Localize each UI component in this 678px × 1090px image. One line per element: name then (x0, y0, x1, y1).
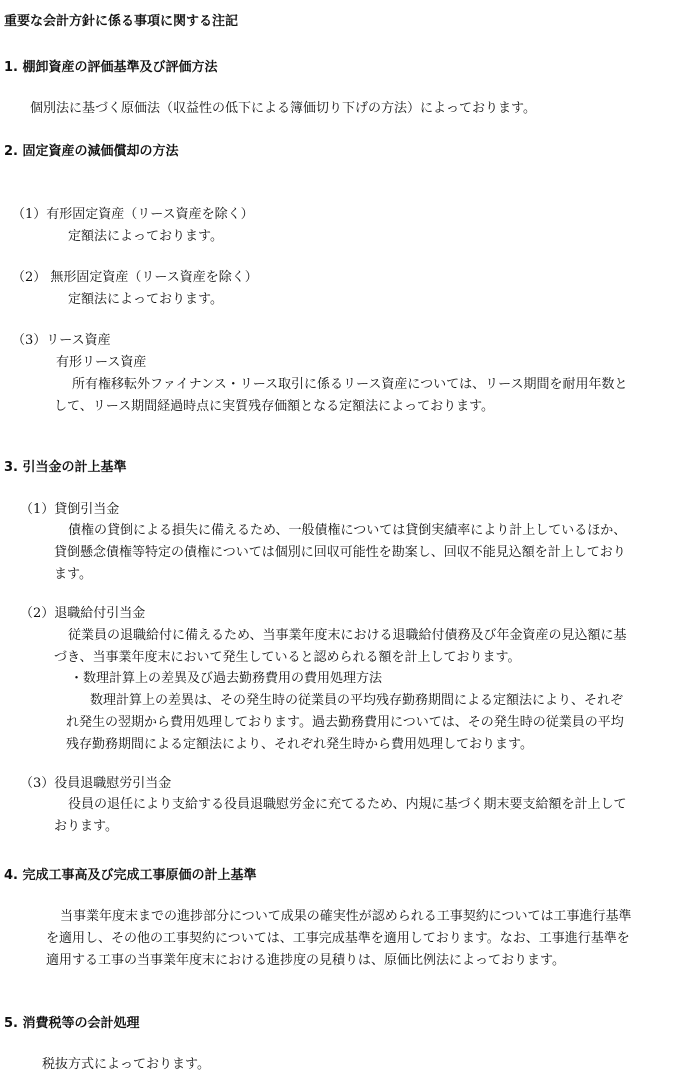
tangible-assets-body: 定額法によっております。 (68, 229, 223, 244)
intangible-assets-label: （2） 無形固定資産（リース資産を除く） (12, 270, 258, 285)
lease-assets-sublabel: 有形リース資産 (56, 355, 147, 370)
lease-assets-body: 所有権移転外ファイナンス・リース取引に係るリース資産については、リース期間を耐用年数として、リース期間経過時点に実質残存価額となる定額法によっております。 (54, 377, 628, 414)
section-4-body: 当事業年度末までの進捗部分について成果の確実性が認められる工事契約については工事進行基準を適用し、その他の工事契約については、工事完成基準を適用しております。なお、工事進行基準を適用する工事の当事業年度末における進捗度の見積りは、原価比例法によっております。 (46, 909, 632, 968)
section-1-body: 個別法に基づく原価法（収益性の低下による簿価切り下げの方法）によっております。 (30, 101, 536, 116)
section-5-heading: 5. 消費税等の会計処理 (4, 1016, 140, 1031)
tangible-assets-label: （1）有形固定資産（リース資産を除く） (12, 207, 254, 222)
officers-retirement-body: 役員の退任により支給する役員退職慰労金に充てるため、内規に基づく期末要支給額を計上しております。 (54, 797, 627, 834)
officers-retirement-label: （3）役員退職慰労引当金 (20, 776, 172, 791)
section-4-heading: 4. 完成工事高及び完成工事原価の計上基準 (4, 868, 257, 883)
page-title: 重要な会計方針に係る事項に関する注記 (4, 14, 239, 29)
section-3-heading: 3. 引当金の計上基準 (4, 460, 127, 475)
lease-assets-label: （3）リース資産 (12, 333, 111, 348)
bad-debt-body: 債権の貸倒による損失に備えるため、一般債権については貸倒実績率により計上しているほか、貸倒懸念債権等特定の債権については個別に回収可能性を勘案し、回収不能見込額を計上しております。 (54, 523, 627, 582)
actuarial-bullet: ・数理計算上の差異及び過去勤務費用の費用処理方法 (70, 671, 383, 686)
intangible-assets-body: 定額法によっております。 (68, 292, 223, 307)
section-2-heading: 2. 固定資産の減価償却の方法 (4, 144, 179, 159)
bad-debt-label: （1）貸倒引当金 (20, 502, 120, 517)
retirement-body: 従業員の退職給付に備えるため、当事業年度末における退職給付債務及び年金資産の見込額に基づき、当事業年度末において発生していると認められる額を計上しております。 (54, 628, 627, 665)
section-1-heading: 1. 棚卸資産の評価基準及び評価方法 (4, 60, 218, 75)
retirement-label: （2）退職給付引当金 (20, 606, 146, 621)
actuarial-body: 数理計算上の差異は、その発生時の従業員の平均残存勤務期間による定額法により、それぞれ発生の翌期から費用処理しております。過去勤務費用については、その発生時の従業員の平均残存勤務期間による定額法により、それぞれ発生時から費用処理しております。 (66, 693, 624, 752)
section-5-body: 税抜方式によっております。 (42, 1057, 210, 1072)
